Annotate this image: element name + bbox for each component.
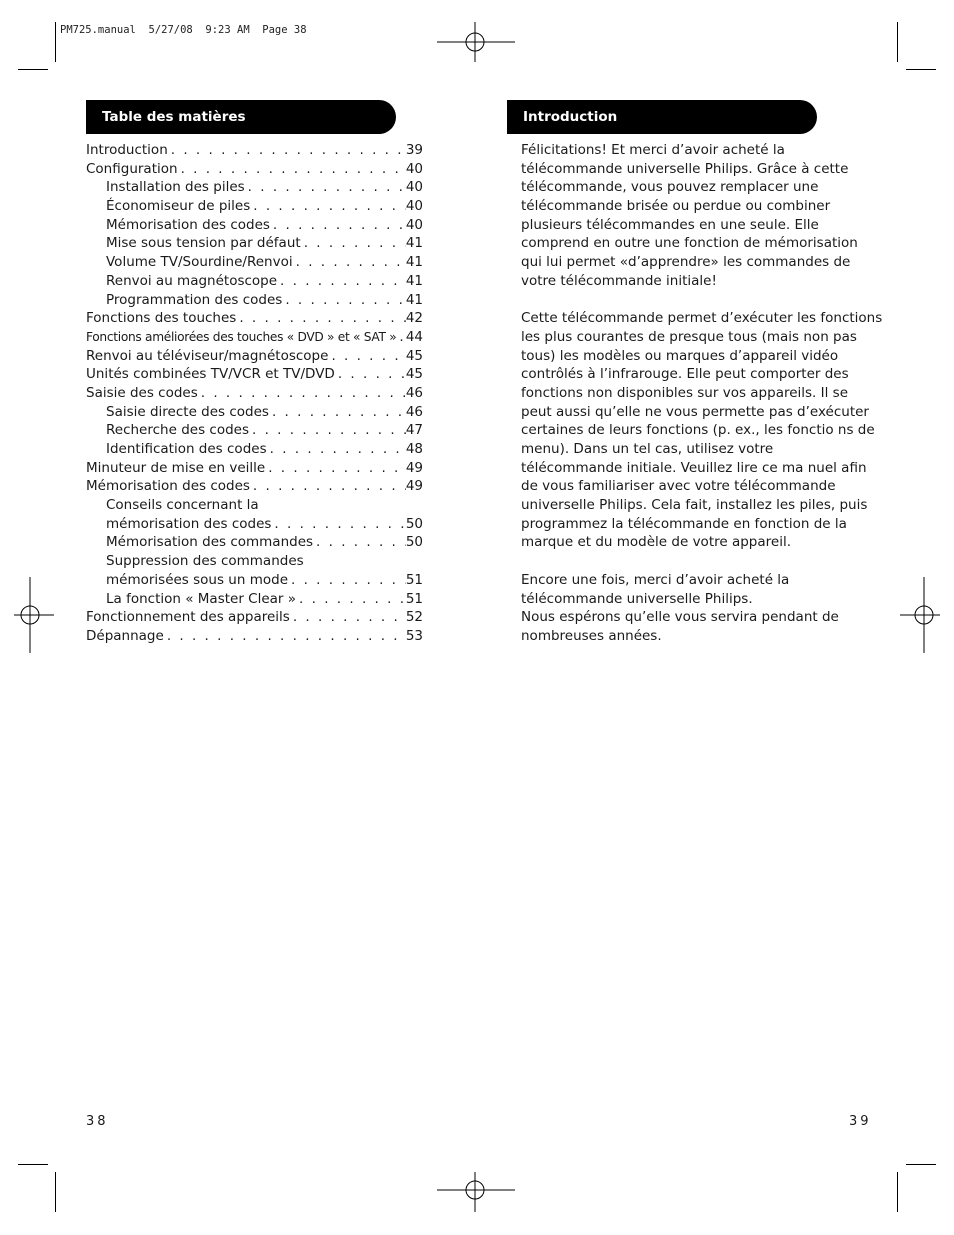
toc-entry-page: 40	[405, 179, 423, 196]
toc-entry-title: Volume TV/Sourdine/Renvoi	[106, 254, 293, 271]
toc-entry	[86, 347, 423, 366]
toc-entry	[86, 477, 423, 496]
registration-mark-bottom	[437, 1172, 515, 1212]
toc-entry-title: Identification des codes	[106, 441, 267, 457]
intro-text-line: votre télécommande initiale!	[521, 272, 717, 289]
intro-text-line: plusieurs télécommandes en une seule. Elle	[521, 216, 819, 233]
toc-entry	[86, 216, 423, 235]
toc-leader-dots	[250, 197, 406, 216]
toc-leader-dots	[335, 365, 406, 384]
toc-leader-dots	[250, 477, 406, 496]
registration-mark-top	[437, 22, 515, 62]
toc-entry-page: 40	[405, 198, 423, 215]
toc-entry-title: Économiseur de piles	[106, 198, 251, 215]
toc-entry-page: 41	[405, 272, 423, 289]
registration-mark-left	[14, 577, 54, 653]
toc-entry-title: Installation des piles	[106, 179, 245, 196]
intro-text-line: fonctions non disponibles sur vos appareils. Il se	[521, 384, 849, 401]
toc-entry-title: Renvoi au téléviseur/magnétoscope	[86, 347, 329, 364]
toc-entry	[86, 253, 423, 272]
toc-leader-dots	[198, 384, 406, 403]
toc-entry-title: Configuration	[86, 160, 178, 177]
toc-entry-title: Recherche des codes	[106, 422, 249, 439]
intro-text-line: comprend en outre une fonction de mémorisation	[521, 235, 858, 252]
intro-text-line: universelle Philips. Cela fait, installez les piles, puis	[521, 497, 868, 514]
toc-entry-title: Fonctions des touches	[86, 310, 237, 327]
toc-entry	[86, 403, 423, 422]
intro-text-line: tous) les modèles ou marques d’appareil vidéo	[521, 347, 839, 364]
intro-text-line: nombreuses années.	[521, 627, 662, 644]
toc-entry	[86, 608, 423, 627]
registration-mark-right	[900, 577, 940, 653]
toc-entry-page: 48	[405, 441, 423, 457]
toc-leader-dots	[296, 590, 406, 609]
toc-entry	[86, 384, 423, 403]
toc-entry	[86, 160, 423, 179]
toc-entry-title: mémorisées sous un mode	[106, 571, 288, 588]
toc-entry-page: 45	[405, 366, 423, 383]
toc-entry-page: 41	[405, 254, 423, 271]
toc-entry-page: 49	[405, 459, 423, 476]
toc-leader-dots	[293, 253, 406, 272]
introduction-header: Introduction	[507, 100, 817, 134]
page-number-left: 38	[86, 1114, 109, 1129]
toc-leader-dots	[282, 291, 405, 310]
toc-entry-page: 50	[405, 534, 423, 551]
toc-entry	[86, 590, 423, 609]
intro-text-line: Félicitations! Et merci d’avoir acheté la	[521, 142, 785, 158]
intro-text-line: les plus courantes de presque tous (mais non pas	[521, 328, 857, 345]
toc-entry-title: Mémorisation des commandes	[106, 534, 314, 551]
toc-entry-page: 40	[405, 216, 423, 233]
toc-entry	[86, 234, 423, 253]
toc-entry-title: mémorisation des codes	[106, 515, 272, 532]
toc-entry-title: Mémorisation des codes	[106, 216, 270, 233]
toc-entry-title: Conseils concernant la	[106, 497, 259, 514]
toc-entry	[86, 309, 423, 328]
toc-entry	[86, 272, 423, 291]
toc-leader-dots	[270, 216, 406, 235]
toc-leader-dots	[277, 272, 406, 291]
toc-entry-page: 45	[405, 347, 423, 364]
toc-entry-page: 44	[405, 328, 423, 345]
toc-entry-title: Suppression des commandes	[106, 553, 304, 570]
toc-leader-dots	[301, 234, 406, 253]
toc-leader-dots	[290, 608, 406, 627]
toc-entry	[86, 328, 423, 347]
toc-leader-dots	[396, 328, 405, 347]
toc-entry-title: Fonctions améliorées des touches « DVD » et « SAT »	[86, 329, 397, 344]
toc-entry-title: Fonctionnement des appareils	[86, 609, 290, 626]
toc-leader-dots	[168, 141, 406, 160]
toc-leader-dots	[288, 571, 406, 590]
toc-entry-title: Unités combinées TV/VCR et TV/DVD	[86, 366, 335, 383]
intro-text-line: programmez la télécommande en fonction de la	[521, 515, 847, 532]
toc-entry-page: 50	[405, 515, 423, 532]
intro-text-line: menu). Dans un tel cas, utilisez votre	[521, 441, 774, 457]
toc-entry-page: 41	[405, 235, 423, 252]
toc-entry	[86, 197, 423, 216]
toc-entry	[86, 440, 423, 459]
toc-entry	[86, 421, 423, 440]
intro-paragraph	[521, 309, 883, 552]
toc-entry-page: 51	[405, 571, 423, 588]
intro-paragraph	[521, 141, 861, 291]
toc-entry-page: 46	[405, 403, 423, 420]
toc-entry	[86, 291, 423, 310]
introduction-body	[521, 141, 883, 664]
toc-leader-dots	[249, 421, 406, 440]
toc-leader-dots	[271, 515, 405, 534]
intro-text-line: marque et du modèle de votre appareil.	[521, 534, 791, 551]
toc-entry-page: 47	[405, 422, 423, 439]
toc-leader-dots	[269, 403, 406, 422]
page-number-right: 39	[849, 1114, 872, 1129]
toc-entry-page: 49	[405, 478, 423, 495]
toc-header: Table des matières	[86, 100, 396, 134]
intro-text-line: télécommande brisée ou perdue ou combiner	[521, 198, 831, 215]
toc-entry-title: Mise sous tension par défaut	[106, 235, 301, 252]
intro-text-line: Nous espérons qu’elle vous servira pendant de	[521, 609, 839, 626]
intro-text-line: contrôlés à l’infrarouge. Elle peut comporter des	[521, 366, 849, 383]
intro-text-line: de vous familiariser avec votre télécommande	[521, 478, 836, 495]
toc-entry-title: Renvoi au magnétoscope	[106, 272, 278, 289]
toc-entry-page: 42	[405, 310, 423, 327]
toc-leader-dots	[178, 160, 406, 179]
toc-entry	[86, 515, 423, 534]
toc-entry	[86, 141, 423, 160]
toc-entry-title: Introduction	[86, 142, 168, 158]
toc-leader-dots	[164, 627, 406, 646]
toc-entry	[86, 496, 423, 515]
toc-entry-page: 51	[405, 590, 423, 607]
toc-leader-dots	[328, 347, 405, 366]
toc-leader-dots	[245, 178, 406, 197]
intro-text-line: peut aussi qu’elle ne vous permette pas d’exécuter	[521, 403, 869, 420]
intro-text-line: Encore une fois, merci d’avoir acheté la	[521, 571, 790, 588]
toc-entry-page: 52	[405, 609, 423, 626]
table-of-contents	[86, 141, 423, 646]
intro-text-line: Cette télécommande permet d’exécuter les fonctions	[521, 310, 883, 327]
toc-entry	[86, 571, 423, 590]
toc-entry-page: 46	[405, 384, 423, 401]
toc-entry-title: La fonction « Master Clear »	[106, 590, 297, 607]
toc-leader-dots	[267, 440, 406, 459]
toc-entry	[86, 365, 423, 384]
printer-slug: PM725.manual 5/27/08 9:23 AM Page 38	[60, 24, 307, 36]
toc-entry-title: Minuteur de mise en veille	[86, 459, 266, 476]
toc-entry	[86, 627, 423, 646]
toc-entry-title: Saisie directe des codes	[106, 403, 269, 420]
intro-text-line: télécommande universelle Philips. Grâce à cette	[521, 160, 849, 177]
intro-text-line: télécommande universelle Philips.	[521, 590, 753, 607]
toc-entry-title: Dépannage	[86, 627, 164, 644]
toc-leader-dots	[265, 459, 406, 478]
toc-leader-dots	[313, 533, 406, 552]
toc-entry-title: Programmation des codes	[106, 291, 283, 308]
toc-leader-dots	[236, 309, 405, 328]
toc-entry-page: 53	[405, 627, 423, 644]
toc-entry-page: 40	[405, 160, 423, 177]
intro-text-line: qui lui permet «d’apprendre» les commandes de	[521, 254, 851, 271]
intro-text-line: télécommande initiale. Veuillez lire ce ma nuel afin	[521, 459, 867, 476]
toc-entry-title: Saisie des codes	[86, 384, 198, 401]
toc-entry	[86, 459, 423, 478]
toc-entry	[86, 552, 423, 571]
toc-entry-title: Mémorisation des codes	[86, 478, 250, 495]
toc-entry	[86, 178, 423, 197]
intro-text-line: certaines de leurs fonctions (p. ex., les fonctio ns de	[521, 422, 875, 439]
intro-text-line: télécommande, vous pouvez remplacer une	[521, 179, 819, 196]
intro-paragraph	[521, 571, 861, 646]
toc-entry-page: 39	[405, 142, 423, 158]
toc-entry	[86, 533, 423, 552]
toc-entry-page: 41	[405, 291, 423, 308]
